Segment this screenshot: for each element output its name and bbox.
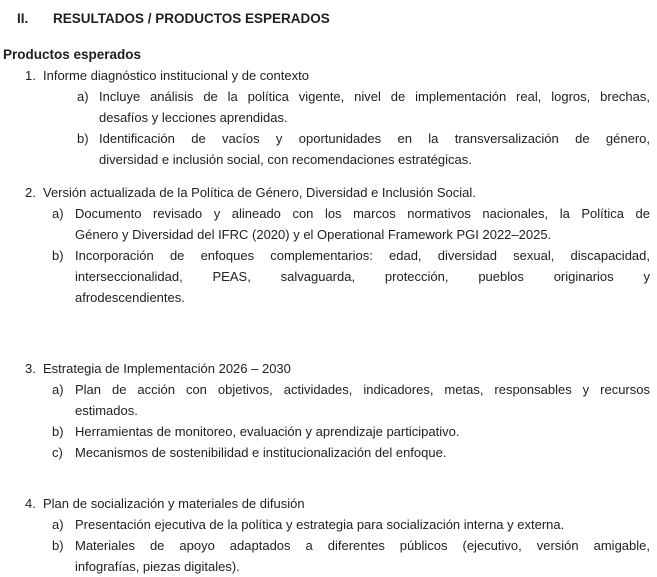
sub-item-line: diversidad e inclusión social, con recomendaciones estratégicas. [99, 152, 472, 167]
sub-item-line: Plan de acción con objetivos, actividades, indicadores, metas, responsables y recursos [75, 382, 650, 397]
sub-item-letter-marker: b) [52, 248, 64, 263]
sub-item-letter-marker: a) [52, 206, 64, 221]
sub-item-line: Presentación ejecutiva de la política y estrategia para socialización interna y externa. [75, 517, 565, 532]
sub-item-letter-marker: a) [77, 89, 89, 104]
product-list [0, 65, 657, 577]
sub-item-line: Documento revisado y alineado con los marcos normativos nacionales, la Política de [75, 206, 650, 221]
item-title-text: Informe diagnóstico institucional y de contexto [43, 68, 309, 83]
list-item-head [0, 493, 657, 514]
list-item-head [0, 358, 657, 379]
sub-item [0, 514, 657, 535]
list-item-2 [0, 182, 657, 308]
sub-item [0, 535, 657, 577]
sub-item-line: Incorporación de enfoques complementarios: edad, diversidad sexual, discapacidad, [75, 248, 650, 263]
item-title-text: Plan de socialización y materiales de difusión [43, 496, 305, 511]
sub-item-letter-marker: b) [52, 538, 64, 553]
list-item-head [0, 65, 657, 86]
list-item-head [0, 182, 657, 203]
sub-item-line: Incluye análisis de la política vigente, nivel de implementación real, logros, brechas, [99, 89, 650, 104]
sub-item-line: interseccionalidad, PEAS, salvaguarda, protección, pueblos originarios y [75, 269, 650, 284]
document-page [0, 8, 657, 574]
sub-item-line: Herramientas de monitoreo, evaluación y aprendizaje participativo. [75, 424, 460, 439]
section-heading-number: II. [17, 11, 29, 26]
sub-item-line: Identificación de vacíos y oportunidades en la transversalización de género, [99, 131, 650, 146]
sub-item-letter-marker: b) [52, 424, 64, 439]
sub-item-letter-marker: a) [52, 517, 64, 532]
item-number-marker: 2. [25, 185, 36, 200]
sub-item-line: infografías, piezas digitales). [75, 559, 240, 574]
section-heading-title: RESULTADOS / PRODUCTOS ESPERADOS [53, 11, 330, 26]
sub-item-line: Mecanismos de sostenibilidad e institucionalización del enfoque. [75, 445, 447, 460]
sub-item [0, 86, 657, 128]
section-subtitle: Productos esperados [3, 47, 142, 62]
sub-item [0, 245, 657, 308]
sub-item [0, 421, 657, 442]
section-heading [0, 8, 657, 29]
sub-item-letter-marker: a) [52, 382, 64, 397]
item-number-marker: 4. [25, 496, 36, 511]
sub-item-letter-marker: c) [52, 445, 63, 460]
item-number-marker: 3. [25, 361, 36, 376]
sub-item-line: afrodescendientes. [75, 290, 185, 305]
sub-item-line: Género y Diversidad del IFRC (2020) y el Operational Framework PGI 2022–2025. [75, 227, 552, 242]
sub-item-line: estimados. [75, 403, 138, 418]
sub-item [0, 442, 657, 463]
list-item-3 [0, 358, 657, 463]
sub-item-letter-marker: b) [77, 131, 89, 146]
sub-item [0, 203, 657, 245]
item-title-text: Estrategia de Implementación 2026 – 2030 [43, 361, 291, 376]
sub-item-line: desafíos y lecciones aprendidas. [99, 110, 288, 125]
list-item-4 [0, 493, 657, 577]
item-title-text: Versión actualizada de la Política de Género, Diversidad e Inclusión Social. [43, 185, 476, 200]
sub-item [0, 379, 657, 421]
sub-item [0, 128, 657, 170]
sub-item-line: Materiales de apoyo adaptados a diferentes públicos (ejecutivo, versión amigable, [75, 538, 650, 553]
list-item-1 [0, 65, 657, 170]
item-number-marker: 1. [25, 68, 36, 83]
